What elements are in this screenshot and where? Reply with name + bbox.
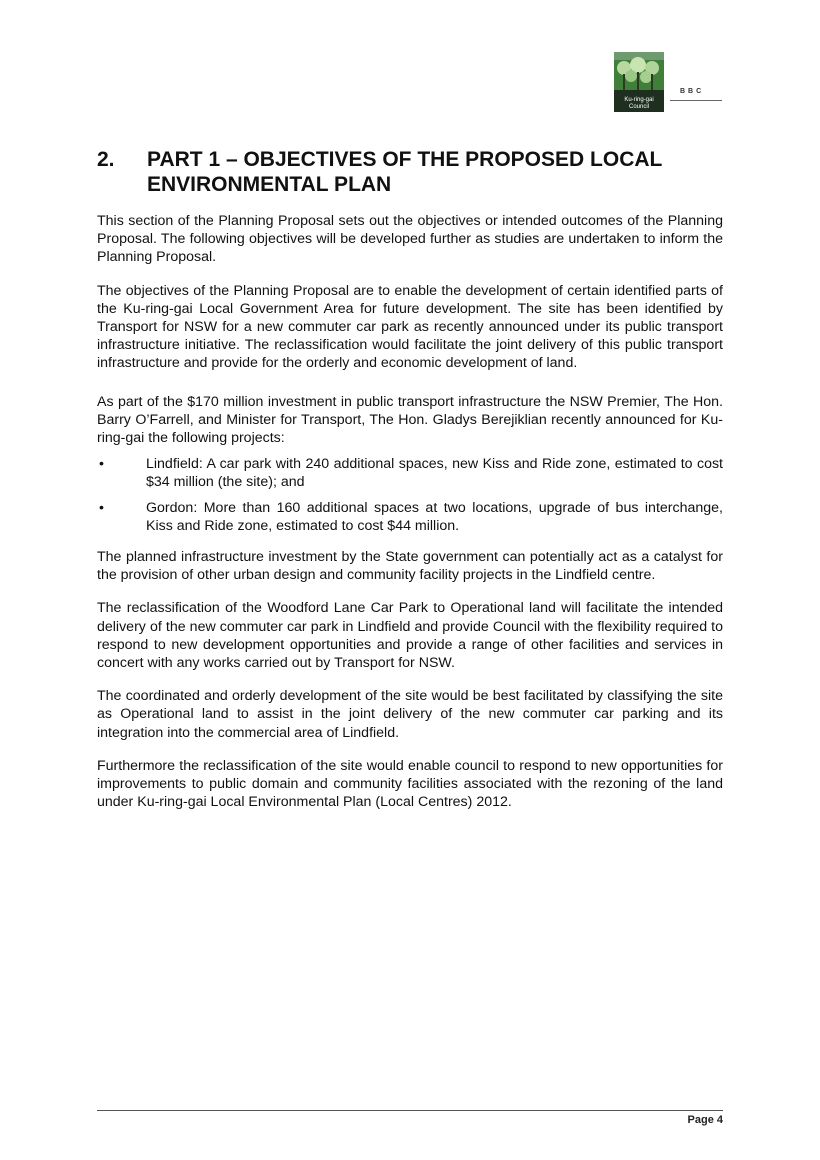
list-item xyxy=(97,499,723,535)
page-number: Page 4 xyxy=(687,1114,723,1126)
bullet-icon: • xyxy=(99,499,104,516)
section-title: PART 1 – OBJECTIVES OF THE PROPOSED LOCAL ENVIRONMENTAL PLAN xyxy=(147,148,662,196)
council-logo-line1: Ku-ring-gai xyxy=(624,97,654,103)
bbc-logo-text: BBC xyxy=(680,88,705,95)
paragraph-catalyst: The planned infrastructure investment by the State government can potentially act as a catalyst for the provision of other urban design and community facility projects in the Lindfield centre. xyxy=(97,549,723,584)
bbc-logo-rule xyxy=(670,100,722,101)
paragraph-objectives: The objectives of the Planning Proposal are to enable the development of certain identified parts of the Ku-ring-gai Local Government Area for future development. The site has been identified by Transport for NSW for a new commuter car park as recently announced under its public transport infrastructure initiative. The reclassification would facilitate the joint delivery of this public transport infrastructure and provide for the orderly and economic development of land. xyxy=(97,282,723,372)
paragraph-coordinated: The coordinated and orderly development of the site would be best facilitated by classifying the site as Operational land to assist in the joint delivery of the new commuter car parking and its integration into the commercial area of Lindfield. xyxy=(97,688,723,741)
bullet-icon: • xyxy=(99,456,104,473)
projects-list xyxy=(97,455,723,535)
paragraph-furthermore: Furthermore the reclassification of the site would enable council to respond to new opportunities for improvements to public domain and community facilities associated with the rezoning of the land under Ku-ring-gai Local Environmental Plan (Local Centres) 2012. xyxy=(97,757,723,811)
paragraph-intro: This section of the Planning Proposal sets out the objectives or intended outcomes of the Planning Proposal. The following objectives will be developed further as studies are undertaken to inform the Planning Proposal. xyxy=(97,213,723,266)
body-content xyxy=(97,212,723,826)
footer-divider xyxy=(97,1110,723,1111)
bbc-logo xyxy=(668,86,724,112)
paragraph-investment: As part of the $170 million investment in public transport infrastructure the NSW Premier, The Hon. Barry O’Farrell, and Minister for Transport, The Hon. Gladys Berejiklian recently announced for Ku-ring-gai the following projects: xyxy=(97,393,723,447)
section-number: 2. xyxy=(97,148,115,171)
list-item-text: Lindfield: A car park with 240 additional spaces, new Kiss and Ride zone, estimated to cost $34 million (the site); and xyxy=(146,456,723,491)
ku-ring-gai-council-logo xyxy=(614,52,664,112)
council-logo-line2: Council xyxy=(628,103,649,110)
paragraph-reclassification: The reclassification of the Woodford Lane Car Park to Operational land will facilitate the intended delivery of the new commuter car park in Lindfield and provide Council with the flexibility required to respond to new development opportunities and provide a range of other facilities and services in concert with any works carried out by Transport for NSW. xyxy=(97,600,723,672)
list-item-text: Gordon: More than 160 additional spaces at two locations, upgrade of bus interchange, Kiss and Ride zone, estimated to cost $44 million. xyxy=(146,499,723,534)
list-item xyxy=(97,455,723,491)
